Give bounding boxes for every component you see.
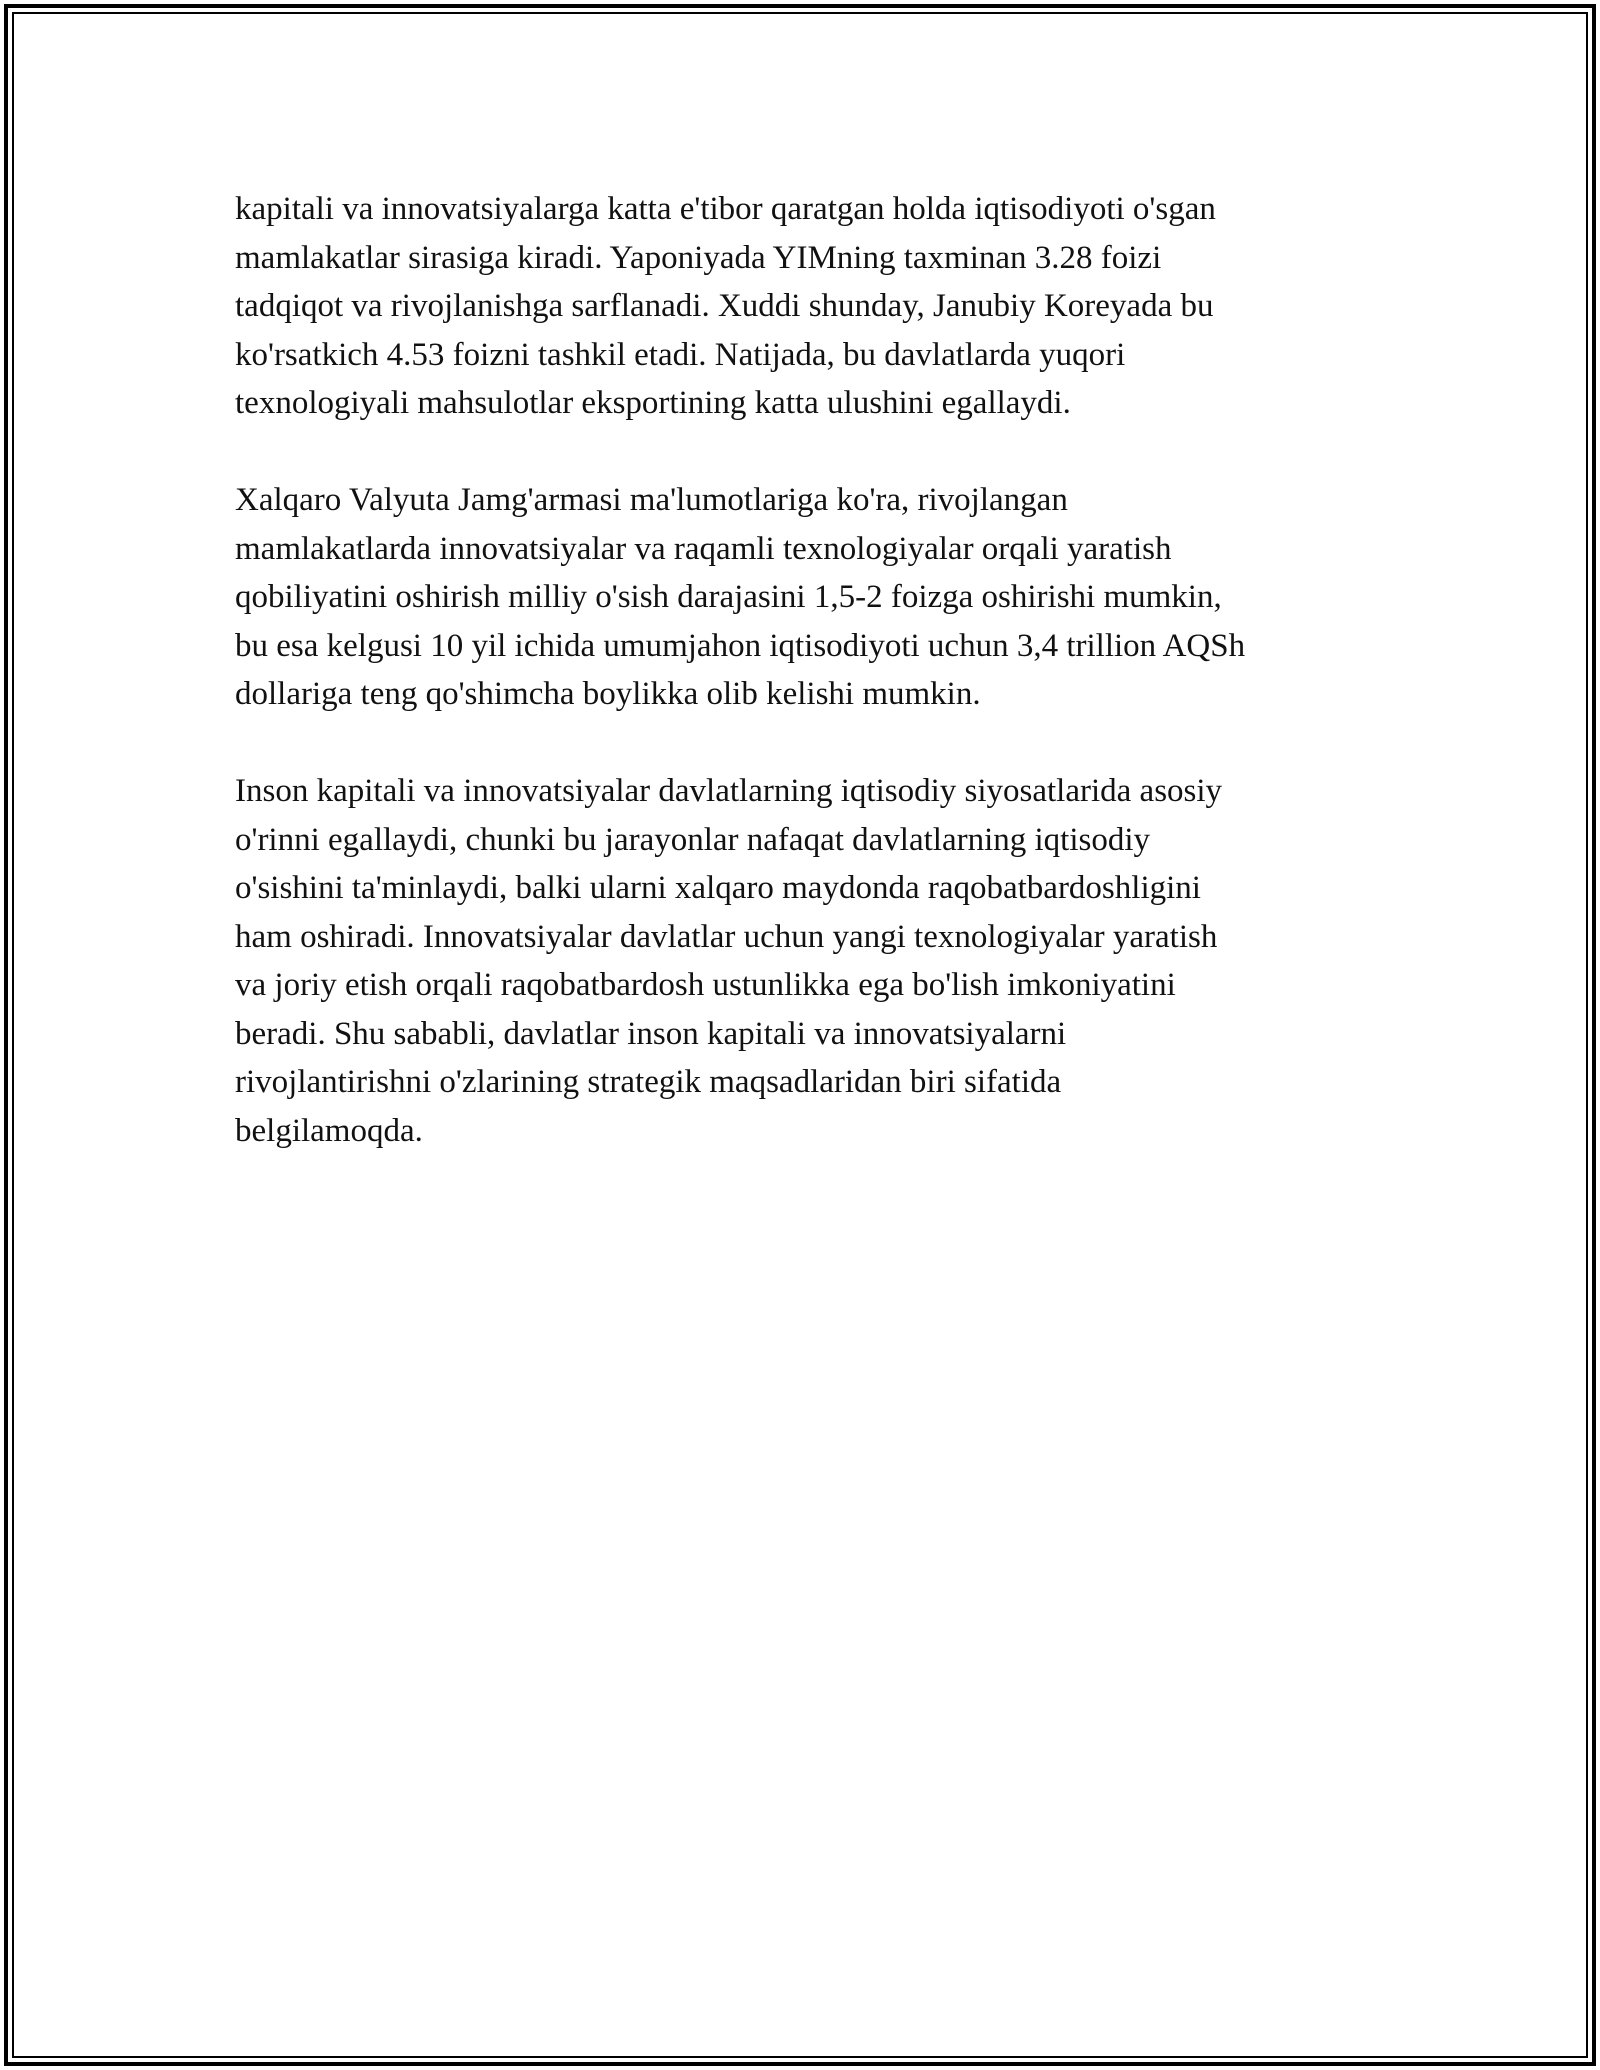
text-line: belgilamoqda. xyxy=(235,1112,423,1149)
text-line: bu esa kelgusi 10 yil ichida umumjahon iqtisodiyoti uchun 3,4 trillion AQSh xyxy=(235,627,1246,664)
text-line: dollariga teng qo'shimcha boylikka olib kelishi mumkin. xyxy=(235,676,981,712)
text-line: qobiliyatini oshirish milliy o'sish darajasini 1,5-2 foizga oshirishi mumkin, xyxy=(235,579,1222,615)
paragraph-1 xyxy=(235,185,1395,428)
text-line: mamlakatlar sirasiga kiradi. Yaponiyada YIMning taxminan 3.28 foizi xyxy=(235,239,1162,276)
text-line: ko'rsatkich 4.53 foizni tashkil etadi. Natijada, bu davlatlarda yuqori xyxy=(235,336,1126,373)
text-line: Inson kapitali va innovatsiyalar davlatlarning iqtisodiy siyosatlarida asosiy xyxy=(235,773,1223,809)
text-line: rivojlantirishni o'zlarining strategik maqsadlaridan biri sifatida xyxy=(235,1064,1062,1100)
text-line: mamlakatlarda innovatsiyalar va raqamli texnologiyalar orqali yaratish xyxy=(235,530,1172,567)
text-line: va joriy etish orqali raqobatbardosh ustunlikka ega bo'lish imkoniyatini xyxy=(235,967,1176,1003)
text-line: ham oshiradi. Innovatsiyalar davlatlar uchun yangi texnologiyalar yaratish xyxy=(235,918,1218,955)
text-line: texnologiyali mahsulotlar eksportining katta ulushini egallaydi. xyxy=(235,385,1071,421)
paragraph-2 xyxy=(235,476,1395,719)
text-line: tadqiqot va rivojlanishga sarflanadi. Xuddi shunday, Janubiy Koreyada bu xyxy=(235,288,1214,324)
text-line: kapitali va innovatsiyalarga katta e'tibor qaratgan holda iqtisodiyoti o'sgan xyxy=(235,191,1216,227)
text-line: beradi. Shu sababli, davlatlar inson kapitali va innovatsiyalarni xyxy=(235,1015,1067,1052)
text-line: o'rinni egallaydi, chunki bu jarayonlar nafaqat davlatlarning iqtisodiy xyxy=(235,821,1151,858)
document-body xyxy=(235,185,1395,1204)
text-line: Xalqaro Valyuta Jamg'armasi ma'lumotlariga ko'ra, rivojlangan xyxy=(235,482,1068,518)
text-line: o'sishini ta'minlaydi, balki ularni xalqaro maydonda raqobatbardoshligini xyxy=(235,870,1201,906)
paragraph-3 xyxy=(235,767,1395,1155)
